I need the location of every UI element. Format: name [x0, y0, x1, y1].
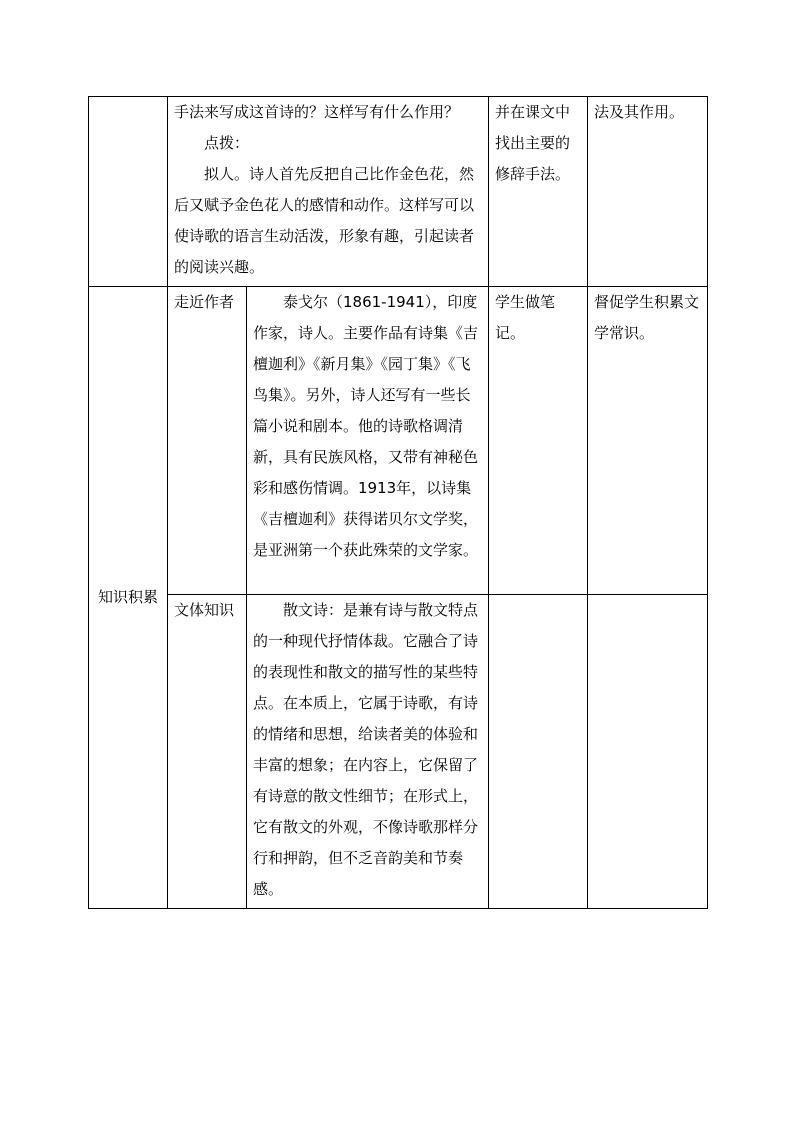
- lesson-plan-table: [88, 96, 708, 909]
- student-activity-cell: 并在课文中找出主要的修辞手法。: [489, 97, 588, 287]
- genre-text: 散文诗：是兼有诗与散文特点的一种现代抒情体裁。它融合了诗的表现性和散文的描写性的某些特点。在本质上，它属于诗歌，有诗的情绪和思想，给读者美的体验和丰富的想象；在内容上，它保留了有诗意的散文性细节；在形式上，它有散文的外观，不像诗歌那样分行和押韵，但不乏音韵美和节奏感。: [253, 601, 479, 898]
- author-text: 泰戈尔（1861-1941），印度作家，诗人。主要作品有诗集《吉檀迦利》《新月集》《园丁集》《飞鸟集》。另外，诗人还写有一些长篇小说和剧本。他的诗歌格调清新，具有民族风格，又带有神秘色彩和感伤情调。1913年，以诗集《吉檀迦利》获得诺贝尔文学奖，是亚洲第一个获此殊荣的文学家。: [253, 293, 479, 559]
- design-intent-cell: 法及其作用。: [588, 97, 708, 287]
- hint-label: 点拨：: [204, 134, 250, 152]
- sub-section-author: 走近作者: [168, 287, 247, 595]
- section-cell-empty: [89, 97, 168, 287]
- table-row: [89, 287, 708, 595]
- student-activity-cell: [489, 595, 588, 909]
- design-intent-cell: [588, 595, 708, 909]
- teacher-activity-cell: [168, 97, 489, 287]
- sub-section-genre: 文体知识: [168, 595, 247, 909]
- design-intent-cell: 督促学生积累文学常识。: [588, 287, 708, 595]
- genre-content-cell: [247, 595, 489, 909]
- table-row: [89, 97, 708, 287]
- student-activity-cell: 学生做笔记。: [489, 287, 588, 595]
- table-row: [89, 595, 708, 909]
- section-cell-knowledge: 知识积累: [89, 287, 168, 909]
- author-content-cell: [247, 287, 489, 595]
- question-text: 手法来写成这首诗的？这样写有什么作用？: [174, 103, 460, 121]
- hint-text: 拟人。诗人首先反把自己比作金色花，然后又赋予金色花人的感情和动作。这样写可以使诗歌的语言生动活泼，形象有趣，引起读者的阅读兴趣。: [174, 165, 475, 276]
